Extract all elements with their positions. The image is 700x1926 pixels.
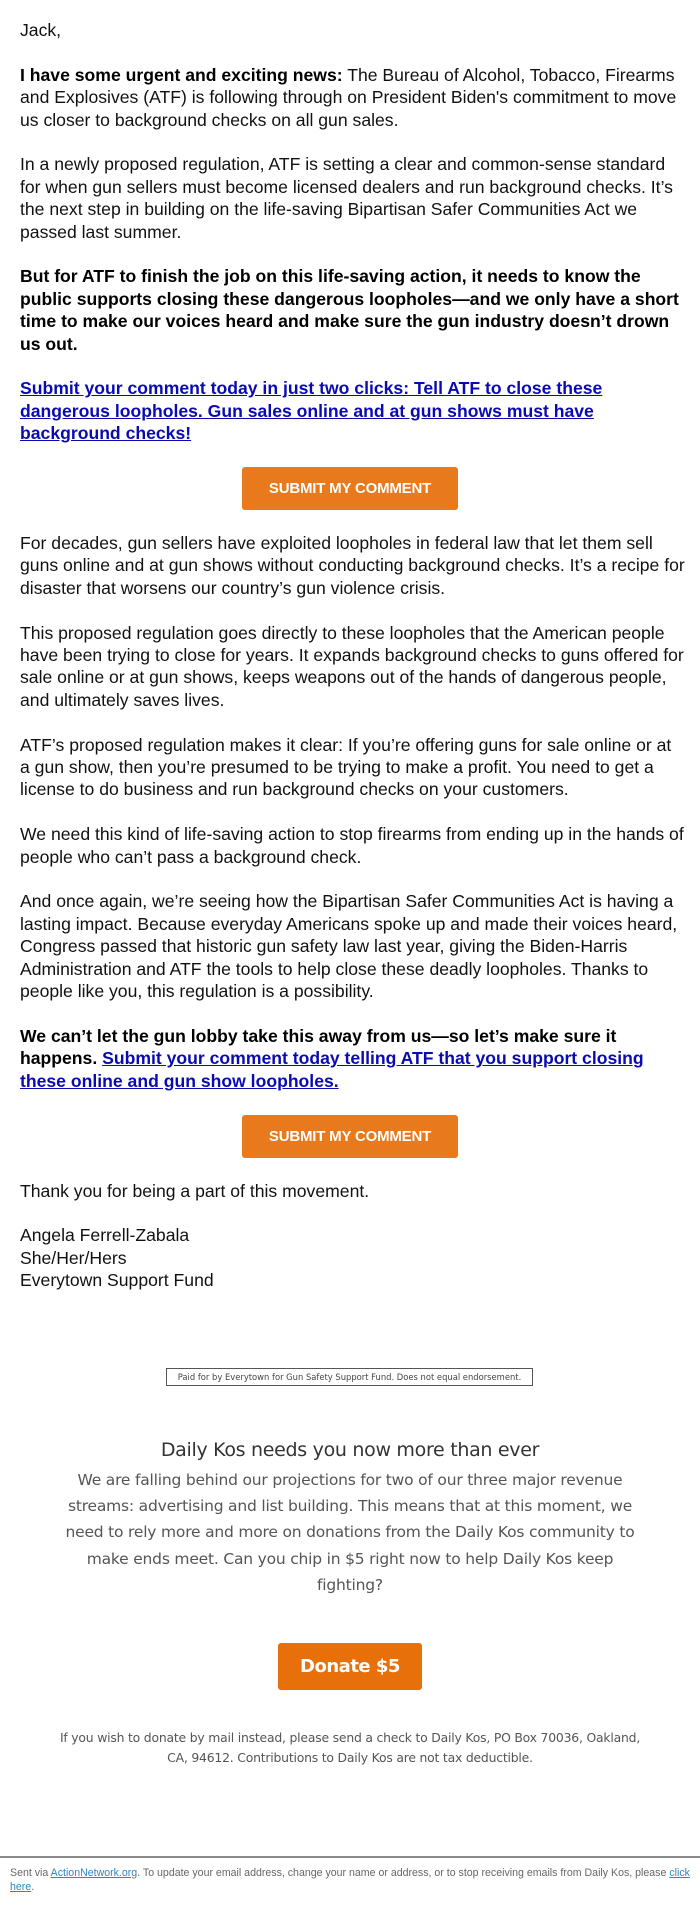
urgent-news-lead: I have some urgent and exciting news:: [20, 64, 343, 85]
daily-kos-appeal: [60, 1433, 640, 1598]
submit-comment-link-2[interactable]: Submit your comment today telling ATF that you support closing these online and gun show loopholes.: [20, 1048, 644, 1091]
paragraph-directly-loopholes: This proposed regulation goes directly to these loopholes that the American people have been trying to close for years. It expands background checks to guns offered for sale online or at gun shows, keeps weapons out of the hands of dangerous people, and ultimately saves lives.: [20, 622, 684, 710]
footer-unsubscribe-text: Sent via ActionNetwork.org. To update your email address, change your name or address, or to stop receiving emails from Daily Kos, please click here.: [10, 1867, 690, 1893]
paragraph-proposed-regulation: In a newly proposed regulation, ATF is setting a clear and common-sense standard for when gun sellers must become licensed dealers and run background checks. It’s the next step in building on the life-saving Bipartisan Safer Communities Act we passed last summer.: [20, 154, 673, 242]
daily-kos-heading: Daily Kos needs you now more than ever: [160, 1439, 540, 1461]
paragraph-life-saving-action: We need this kind of life-saving action to stop firearms from ending up in the hands of people who can’t pass a background check.: [20, 824, 684, 867]
paragraph-gun-lobby: We can’t let the gun lobby take this away from us—so let’s make sure it happens. Submit your comment today telling ATF that you support closing these online and gun show loopholes.: [20, 1025, 644, 1091]
email-body: [20, 19, 685, 1292]
paragraph-once-again: And once again, we’re seeing how the Bipartisan Safer Communities Act is having a lasting impact. Because everyday Americans spoke up and made their voices heard, Congress passed that historic gun safety law last year, giving the Biden-Harris Administration and ATF the tools to help close these deadly loopholes. Thanks to people like you, this regulation is a possibility.: [20, 891, 678, 1002]
closing-line: Thank you for being a part of this movement.: [20, 1180, 370, 1201]
paid-for-disclaimer: Paid for by Everytown for Gun Safety Support Fund. Does not equal endorsement.: [166, 1368, 533, 1386]
paragraph-atf-clear: ATF’s proposed regulation makes it clear: If you’re offering guns for sale online or at a gun show, then you’re presumed to be trying to make a profit. You need to get a license to do business and run background checks on your customers.: [20, 734, 672, 800]
signature: [20, 1224, 685, 1291]
greeting: Jack,: [20, 20, 62, 40]
submit-my-comment-button-2[interactable]: SUBMIT MY COMMENT: [242, 1115, 458, 1158]
paragraph-submit-link: [20, 377, 685, 444]
signature-name: Angela Ferrell-Zabala: [20, 1225, 190, 1246]
paragraph-urgent-news: I have some urgent and exciting news: The Bureau of Alcohol, Tobacco, Firearms and Explosives (ATF) is following through on President Biden's commitment to move us closer to background checks on all gun sales.: [20, 64, 677, 130]
submit-my-comment-button[interactable]: SUBMIT MY COMMENT: [242, 467, 458, 510]
signature-org: Everytown Support Fund: [20, 1270, 214, 1291]
signature-pronouns: She/Her/Hers: [20, 1247, 127, 1268]
daily-kos-body: We are falling behind our projections for two of our three major revenue streams: advertising and list building. This means that at this moment, we need to rely more and more on donations from the Daily Kos community to make ends meet. Can you chip in $5 right now to help Daily Kos keep fighting?: [65, 1471, 635, 1594]
actionnetwork-link[interactable]: ActionNetwork.org: [50, 1867, 138, 1879]
paragraph-decades: For decades, gun sellers have exploited loopholes in federal law that let them sell guns online and at gun shows without conducting background checks. It’s a recipe for disaster that worsens our country’s gun violence crisis.: [20, 533, 685, 598]
cta-wrapper-2: [0, 1115, 700, 1158]
submit-comment-link[interactable]: Submit your comment today in just two clicks: Tell ATF to close these dangerous loopholes. Gun sales online and at gun shows must have background checks!: [20, 378, 603, 444]
footer-divider: [0, 1856, 700, 1858]
donate-5-button[interactable]: Donate $5: [278, 1643, 422, 1690]
paragraph-finish-job: But for ATF to finish the job on this life-saving action, it needs to know the public supports closing these dangerous loopholes—and we only have a short time to make our voices heard and make sure the gun industry doesn’t drown us out.: [20, 266, 679, 354]
cta-wrapper-1: [0, 467, 700, 510]
click-here-unsubscribe-link[interactable]: click here: [10, 1867, 690, 1893]
donate-by-mail-note: If you wish to donate by mail instead, please send a check to Daily Kos, PO Box 70036, Oakland, CA, 94612. Contributions to Daily Kos are not tax deductible.: [59, 1730, 641, 1765]
